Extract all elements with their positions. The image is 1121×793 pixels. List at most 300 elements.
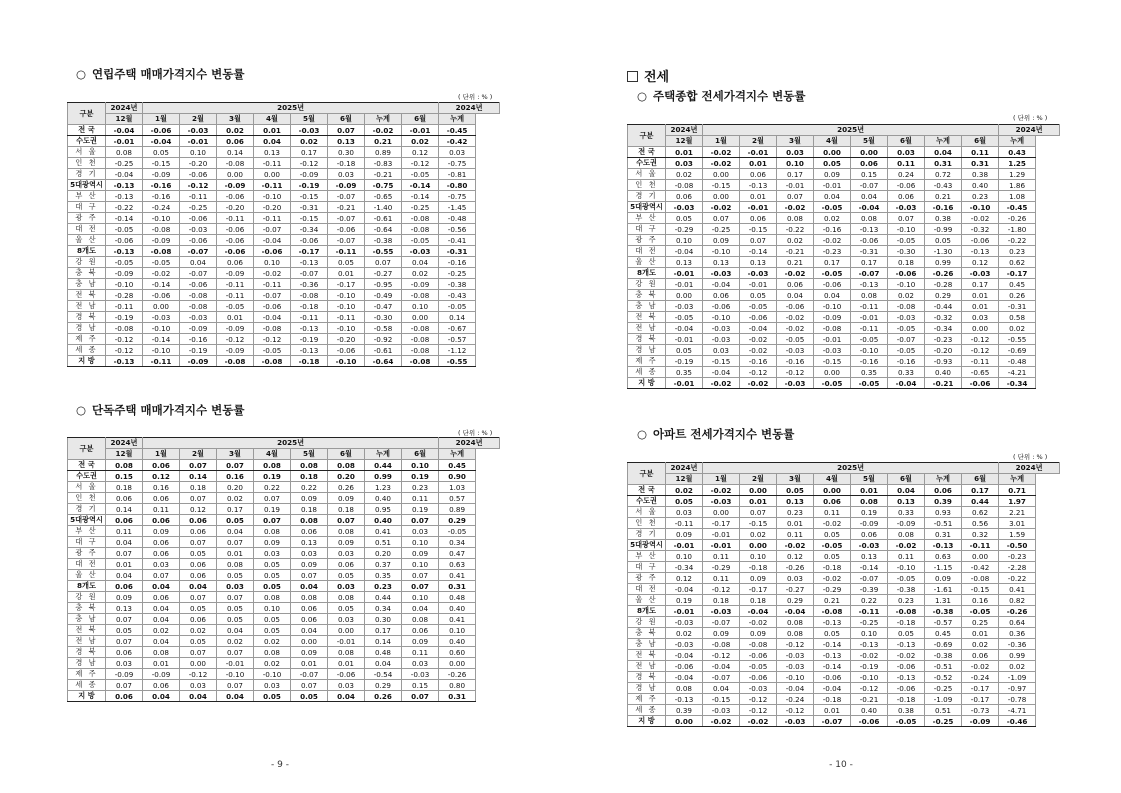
value-cell: -0.10 (962, 202, 999, 213)
value-cell: 0.04 (217, 625, 254, 636)
value-cell: 0.08 (851, 290, 888, 301)
value-cell: -0.01 (740, 147, 777, 158)
value-cell: 0.99 (365, 471, 402, 482)
value-cell: -0.12 (106, 334, 143, 345)
header-month: 누계 (999, 474, 1036, 485)
value-cell: 0.05 (254, 581, 291, 592)
value-cell: 0.22 (254, 482, 291, 493)
value-cell: -0.08 (143, 246, 180, 257)
value-cell: 0.04 (888, 485, 925, 496)
value-cell: 0.18 (888, 257, 925, 268)
table-row (68, 658, 500, 669)
value-cell: 0.18 (703, 595, 740, 606)
table-row (628, 529, 1060, 540)
value-cell: -0.18 (291, 356, 328, 367)
value-cell: 0.05 (666, 213, 703, 224)
value-cell: -0.13 (291, 345, 328, 356)
value-cell: 0.04 (143, 603, 180, 614)
value-cell: 0.09 (328, 537, 365, 548)
value-cell: 0.04 (814, 191, 851, 202)
value-cell: 0.12 (962, 257, 999, 268)
page-right (561, 0, 1121, 793)
row-label: 경 남 (628, 683, 666, 694)
value-cell: 0.45 (925, 628, 962, 639)
value-cell: 0.44 (365, 460, 402, 471)
value-cell: 0.06 (851, 158, 888, 169)
value-cell: 0.04 (365, 658, 402, 669)
value-cell: 0.07 (402, 581, 439, 592)
value-cell: 0.05 (180, 603, 217, 614)
value-cell: -0.05 (106, 224, 143, 235)
value-cell: 0.03 (439, 147, 476, 158)
value-cell: 0.33 (888, 367, 925, 378)
value-cell: 0.00 (217, 169, 254, 180)
value-cell: -0.75 (439, 158, 476, 169)
row-label: 광 주 (68, 213, 106, 224)
value-cell: -0.48 (439, 213, 476, 224)
value-cell: -0.15 (703, 356, 740, 367)
value-cell: -0.80 (439, 180, 476, 191)
value-cell: -0.20 (328, 334, 365, 345)
row-label: 경 북 (68, 312, 106, 323)
value-cell: 0.04 (254, 136, 291, 147)
value-cell: 0.02 (999, 661, 1036, 672)
value-cell: -0.09 (143, 169, 180, 180)
value-cell: -0.13 (666, 694, 703, 705)
header-year-2024: 2024년 (666, 463, 703, 474)
value-cell: 0.10 (666, 235, 703, 246)
value-cell: -0.26 (999, 213, 1036, 224)
header-month: 1월 (703, 136, 740, 147)
value-cell: -0.11 (291, 312, 328, 323)
value-cell: 0.51 (925, 705, 962, 716)
value-cell: -0.04 (777, 683, 814, 694)
value-cell: 0.62 (962, 507, 999, 518)
value-cell: 0.48 (365, 647, 402, 658)
value-cell: 0.63 (925, 551, 962, 562)
value-cell: 0.30 (365, 614, 402, 625)
value-cell: -0.04 (851, 202, 888, 213)
value-cell: -0.27 (365, 268, 402, 279)
row-label: 경 기 (68, 169, 106, 180)
value-cell: -0.32 (925, 312, 962, 323)
table-row (68, 356, 500, 367)
value-cell: -0.13 (962, 246, 999, 257)
value-cell: 0.38 (925, 213, 962, 224)
header-month: 4월 (814, 136, 851, 147)
value-cell: -0.10 (703, 312, 740, 323)
value-cell: -0.67 (439, 323, 476, 334)
value-cell: -0.36 (999, 639, 1036, 650)
value-cell: -1.61 (925, 584, 962, 595)
table-row (68, 504, 500, 515)
value-cell: -0.10 (888, 562, 925, 573)
value-cell: 0.02 (666, 169, 703, 180)
value-cell: 0.07 (777, 191, 814, 202)
value-cell: 0.03 (217, 581, 254, 592)
table-row (68, 246, 500, 257)
value-cell: 0.64 (999, 617, 1036, 628)
value-cell: 0.08 (106, 460, 143, 471)
value-cell: -0.25 (439, 268, 476, 279)
value-cell: 0.21 (777, 257, 814, 268)
table-row (628, 301, 1060, 312)
value-cell: -0.08 (402, 290, 439, 301)
value-cell: -0.08 (402, 224, 439, 235)
value-cell: 0.03 (328, 680, 365, 691)
row-label: 대 전 (628, 246, 666, 257)
value-cell: 0.24 (888, 169, 925, 180)
value-cell: 0.16 (217, 471, 254, 482)
value-cell: -0.05 (439, 526, 476, 537)
value-cell: 0.41 (365, 526, 402, 537)
value-cell: -0.11 (180, 191, 217, 202)
value-cell: 0.06 (143, 493, 180, 504)
value-cell: 0.26 (999, 290, 1036, 301)
row-label: 5대광역시 (628, 540, 666, 551)
unit-label: ( 단위 : % ) (458, 429, 493, 437)
value-cell: -0.13 (106, 356, 143, 367)
value-cell: -0.57 (439, 334, 476, 345)
table-row (68, 482, 500, 493)
value-cell: -0.01 (703, 529, 740, 540)
value-cell: 0.31 (439, 581, 476, 592)
value-cell: 0.23 (888, 595, 925, 606)
value-cell: -0.12 (254, 334, 291, 345)
value-cell: -0.08 (291, 290, 328, 301)
table-title: 단독주택 매매가격지수 변동률 (92, 403, 245, 417)
value-cell: 0.06 (851, 529, 888, 540)
value-cell: -0.10 (254, 669, 291, 680)
value-cell: -0.01 (106, 136, 143, 147)
value-cell: 0.13 (740, 257, 777, 268)
value-cell: 0.05 (217, 614, 254, 625)
value-cell: 0.05 (254, 691, 291, 702)
value-cell: 0.02 (217, 125, 254, 136)
header-month: 5월 (851, 136, 888, 147)
table-row (628, 584, 1060, 595)
value-cell: -0.75 (365, 180, 402, 191)
row-label: 수도권 (628, 496, 666, 507)
value-cell: 0.07 (180, 493, 217, 504)
value-cell: -0.08 (402, 334, 439, 345)
value-cell: -0.05 (814, 202, 851, 213)
value-cell: -0.23 (999, 551, 1036, 562)
table-row (68, 559, 500, 570)
table-row (628, 312, 1060, 323)
table-title: 주택종합 전세가격지수 변동률 (653, 89, 806, 103)
value-cell: 0.05 (666, 345, 703, 356)
value-cell: -0.06 (291, 235, 328, 246)
value-cell: -0.12 (180, 669, 217, 680)
page-left (0, 0, 560, 793)
value-cell: 0.09 (703, 235, 740, 246)
value-cell: -0.06 (180, 169, 217, 180)
header-month: 6월 (962, 136, 999, 147)
row-label: 충 북 (628, 628, 666, 639)
value-cell: 0.10 (180, 147, 217, 158)
value-cell: 0.07 (106, 614, 143, 625)
value-cell: 0.12 (666, 573, 703, 584)
value-cell: -0.07 (888, 334, 925, 345)
value-cell: -0.10 (143, 323, 180, 334)
value-cell: -0.04 (666, 246, 703, 257)
value-cell: -0.01 (180, 136, 217, 147)
value-cell: -0.64 (365, 356, 402, 367)
table-row (68, 669, 500, 680)
value-cell: 0.02 (962, 639, 999, 650)
value-cell: 0.04 (143, 581, 180, 592)
value-cell: 0.05 (925, 235, 962, 246)
row-label: 대 전 (628, 584, 666, 595)
value-cell: 0.03 (962, 312, 999, 323)
value-cell: 0.16 (962, 595, 999, 606)
value-cell: 0.40 (962, 180, 999, 191)
value-cell: 0.00 (439, 658, 476, 669)
table-row (68, 345, 500, 356)
value-cell: -0.05 (814, 378, 851, 389)
value-cell: -0.22 (999, 235, 1036, 246)
value-cell: -0.32 (962, 224, 999, 235)
value-cell: -0.05 (439, 301, 476, 312)
header-month: 6월 (888, 474, 925, 485)
value-cell: 0.01 (217, 548, 254, 559)
value-cell: 0.34 (365, 603, 402, 614)
value-cell: 0.31 (925, 158, 962, 169)
value-cell: 0.06 (180, 614, 217, 625)
row-label: 부 산 (628, 551, 666, 562)
table-row (628, 650, 1060, 661)
value-cell: -0.11 (254, 180, 291, 191)
value-cell: 0.02 (777, 235, 814, 246)
value-cell: 0.14 (439, 312, 476, 323)
value-cell: -0.18 (291, 301, 328, 312)
value-cell: -0.06 (851, 716, 888, 727)
value-cell: 0.72 (925, 169, 962, 180)
value-cell: 0.07 (402, 515, 439, 526)
header-month: 6월 (402, 114, 439, 125)
value-cell: -0.30 (888, 246, 925, 257)
value-cell: 0.00 (703, 191, 740, 202)
value-cell: 0.62 (999, 257, 1036, 268)
value-cell: -0.41 (439, 235, 476, 246)
value-cell: -0.06 (328, 669, 365, 680)
value-cell: -0.09 (106, 268, 143, 279)
value-cell: -0.15 (814, 356, 851, 367)
header-month: 6월 (962, 474, 999, 485)
value-cell: 0.03 (888, 147, 925, 158)
value-cell: 0.06 (143, 537, 180, 548)
value-cell: -0.04 (888, 378, 925, 389)
value-cell: -0.04 (814, 683, 851, 694)
header-year-2024-comp: 2024년 (439, 103, 500, 114)
header-year-2024-comp: 2024년 (999, 125, 1060, 136)
value-cell: 0.08 (328, 460, 365, 471)
value-cell: 0.06 (740, 213, 777, 224)
row-label: 강 원 (68, 592, 106, 603)
value-cell: -0.04 (106, 169, 143, 180)
value-cell: 0.21 (925, 191, 962, 202)
value-cell: -0.09 (328, 180, 365, 191)
value-cell: 0.17 (851, 257, 888, 268)
row-label: 세 종 (68, 345, 106, 356)
value-cell: 0.23 (999, 246, 1036, 257)
row-label: 8개도 (68, 246, 106, 257)
value-cell: -0.05 (888, 345, 925, 356)
table-row (628, 540, 1060, 551)
header-year-2024-comp: 2024년 (439, 438, 500, 449)
value-cell: 0.07 (106, 636, 143, 647)
value-cell: 0.08 (328, 647, 365, 658)
value-cell: 0.04 (217, 526, 254, 537)
value-cell: -0.16 (143, 180, 180, 191)
value-cell: 0.06 (666, 191, 703, 202)
value-cell: 0.00 (254, 169, 291, 180)
value-cell: 0.13 (703, 257, 740, 268)
value-cell: -0.69 (999, 345, 1036, 356)
value-cell: 0.05 (777, 485, 814, 496)
value-cell: 0.03 (291, 548, 328, 559)
header-month: 4월 (254, 449, 291, 460)
table-row (628, 562, 1060, 573)
value-cell: 0.18 (106, 482, 143, 493)
value-cell: -0.04 (143, 136, 180, 147)
value-cell: -0.16 (740, 356, 777, 367)
header-year-2025: 2025년 (143, 438, 439, 449)
value-cell: -0.09 (291, 169, 328, 180)
value-cell: 0.18 (291, 471, 328, 482)
value-cell: 0.10 (666, 551, 703, 562)
row-label: 강 원 (68, 257, 106, 268)
value-cell: -0.01 (402, 125, 439, 136)
value-cell: -0.07 (180, 246, 217, 257)
value-cell: -0.31 (999, 301, 1036, 312)
value-cell: 0.04 (291, 625, 328, 636)
value-cell: -0.03 (666, 202, 703, 213)
value-cell: 0.06 (106, 581, 143, 592)
value-cell: -0.18 (888, 617, 925, 628)
table-row (628, 180, 1060, 191)
table-row (628, 628, 1060, 639)
row-label: 인 천 (68, 493, 106, 504)
value-cell: -1.09 (999, 672, 1036, 683)
value-cell: 0.04 (143, 691, 180, 702)
value-cell: 1.29 (999, 169, 1036, 180)
value-cell: 0.29 (365, 680, 402, 691)
value-cell: -0.06 (143, 125, 180, 136)
value-cell: 0.01 (962, 628, 999, 639)
row-label: 대 전 (68, 559, 106, 570)
row-label: 서 울 (68, 147, 106, 158)
value-cell: 0.08 (106, 147, 143, 158)
value-cell: -0.02 (962, 661, 999, 672)
value-cell: -0.10 (328, 290, 365, 301)
value-cell: -0.06 (143, 290, 180, 301)
value-cell: 0.90 (439, 471, 476, 482)
value-cell: 0.11 (143, 504, 180, 515)
value-cell: 0.06 (217, 257, 254, 268)
value-cell: 0.12 (180, 504, 217, 515)
row-label: 수도권 (628, 158, 666, 169)
table-row (628, 507, 1060, 518)
table-row (628, 213, 1060, 224)
value-cell: 0.13 (777, 496, 814, 507)
value-cell: 0.06 (814, 496, 851, 507)
header-month: 누계 (925, 474, 962, 485)
value-cell: 0.04 (777, 290, 814, 301)
value-cell: -0.11 (962, 540, 999, 551)
value-cell: -0.01 (851, 312, 888, 323)
header-month: 1월 (143, 114, 180, 125)
value-cell: -0.12 (740, 367, 777, 378)
value-cell: 0.04 (328, 691, 365, 702)
value-cell: -0.04 (703, 279, 740, 290)
value-cell: 0.01 (328, 658, 365, 669)
value-cell: 0.02 (254, 658, 291, 669)
value-cell: -0.06 (666, 661, 703, 672)
table-row (628, 279, 1060, 290)
value-cell: 0.21 (365, 136, 402, 147)
value-cell: 0.19 (402, 504, 439, 515)
value-cell: 0.02 (402, 136, 439, 147)
header-month: 12월 (106, 114, 143, 125)
value-cell: 0.19 (254, 504, 291, 515)
value-cell: -0.08 (888, 606, 925, 617)
value-cell: 0.07 (365, 257, 402, 268)
row-label: 대 구 (628, 562, 666, 573)
value-cell: -0.12 (851, 683, 888, 694)
value-cell: -0.25 (925, 683, 962, 694)
value-cell: -0.05 (888, 716, 925, 727)
value-cell: -0.03 (666, 301, 703, 312)
value-cell: -0.07 (180, 268, 217, 279)
value-cell: -0.06 (217, 246, 254, 257)
stats-table (67, 437, 500, 702)
value-cell: -0.06 (962, 378, 999, 389)
value-cell: 0.06 (291, 603, 328, 614)
value-cell: 2.21 (999, 507, 1036, 518)
header-month: 1월 (703, 474, 740, 485)
table-row (68, 471, 500, 482)
value-cell: 0.03 (254, 680, 291, 691)
row-label: 경 북 (68, 647, 106, 658)
table-row (68, 614, 500, 625)
value-cell: 0.03 (328, 548, 365, 559)
value-cell: 0.04 (291, 581, 328, 592)
value-cell: -0.08 (254, 356, 291, 367)
value-cell: -0.11 (254, 213, 291, 224)
row-label: 전 북 (68, 290, 106, 301)
value-cell: -0.03 (703, 268, 740, 279)
value-cell: -0.02 (888, 650, 925, 661)
value-cell: 0.03 (254, 548, 291, 559)
header-year-2024-comp: 2024년 (999, 463, 1060, 474)
value-cell: 0.13 (106, 603, 143, 614)
value-cell: 0.40 (925, 367, 962, 378)
value-cell: -0.15 (740, 518, 777, 529)
value-cell: 0.06 (402, 625, 439, 636)
value-cell: 0.11 (402, 493, 439, 504)
value-cell: -0.07 (814, 716, 851, 727)
value-cell: 0.01 (740, 496, 777, 507)
value-cell: 0.40 (439, 603, 476, 614)
value-cell: 0.25 (962, 617, 999, 628)
value-cell: 0.07 (402, 570, 439, 581)
value-cell: -0.49 (365, 290, 402, 301)
value-cell: -0.56 (439, 224, 476, 235)
value-cell: -0.05 (106, 257, 143, 268)
value-cell: 0.10 (402, 460, 439, 471)
